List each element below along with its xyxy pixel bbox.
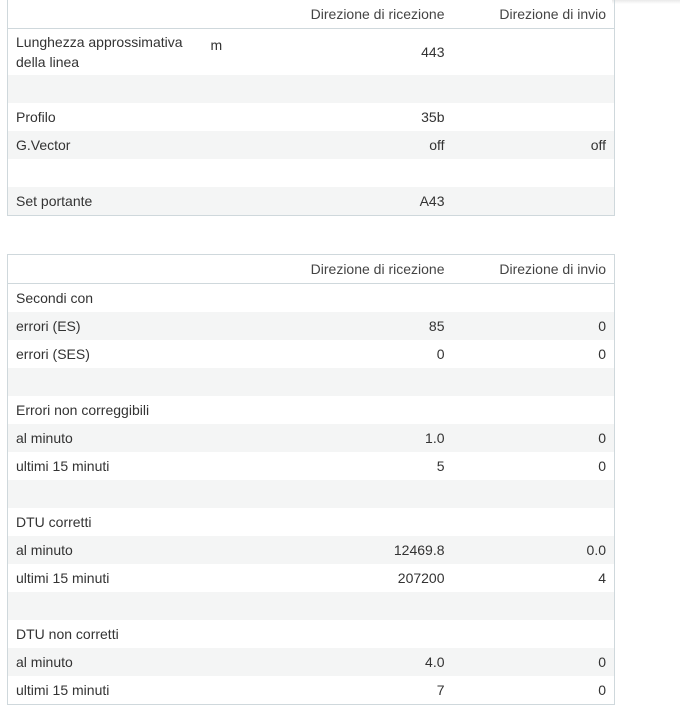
header-unit-cell	[203, 0, 263, 29]
table-row	[8, 564, 615, 592]
receive-value	[263, 592, 453, 620]
receive-value	[263, 159, 453, 187]
send-value: 0	[453, 424, 615, 452]
table-row	[8, 368, 615, 396]
receive-value: off	[263, 131, 453, 159]
table-row	[8, 131, 615, 159]
send-value: off	[453, 131, 615, 159]
receive-value: 443	[421, 44, 445, 60]
send-value	[453, 396, 615, 424]
row-unit: m	[210, 37, 223, 53]
table-row	[8, 648, 615, 676]
receive-value: 1.0	[263, 424, 453, 452]
receive-value	[263, 368, 453, 396]
table-row	[8, 508, 615, 536]
table-row	[8, 284, 615, 313]
receive-value: 85	[263, 312, 453, 340]
receive-value	[263, 508, 453, 536]
receive-value: A43	[263, 187, 453, 216]
send-value	[453, 29, 615, 76]
error-stats-table	[7, 254, 615, 705]
row-label	[8, 480, 263, 508]
receive-value: 207200	[397, 570, 445, 586]
send-value	[453, 480, 615, 508]
send-value: 0	[598, 682, 606, 698]
send-value	[453, 75, 615, 103]
table-row	[8, 75, 615, 103]
send-value	[453, 284, 615, 313]
receive-value	[263, 284, 453, 313]
row-label	[8, 75, 203, 103]
table-row	[8, 536, 615, 564]
row-label: al minuto	[8, 648, 263, 676]
send-value	[453, 103, 615, 131]
send-value	[453, 592, 615, 620]
table-row	[8, 452, 615, 480]
row-label: DTU corretti	[16, 514, 92, 530]
header-receive-direction: Direzione di ricezione	[263, 255, 453, 284]
table-row	[8, 592, 615, 620]
row-label: Profilo	[16, 109, 56, 125]
send-value	[453, 368, 615, 396]
receive-value: 7	[436, 682, 445, 698]
row-label	[8, 592, 263, 620]
table-row	[8, 480, 615, 508]
receive-value: 35b	[421, 109, 445, 125]
receive-value	[263, 396, 453, 424]
row-label: Errori non correggibili	[16, 402, 150, 418]
row-label: al minuto	[8, 424, 263, 452]
receive-value	[263, 620, 453, 648]
row-label: ultimi 15 minuti	[16, 682, 110, 698]
send-value: 0	[453, 648, 615, 676]
header-shadow	[612, 0, 680, 4]
send-value: 0	[453, 312, 615, 340]
receive-value: 5	[436, 458, 445, 474]
row-label: Lunghezza approssimativa della linea	[16, 34, 183, 70]
row-unit	[203, 131, 263, 159]
line-info-table	[7, 0, 615, 216]
table-row	[8, 187, 615, 216]
receive-value: 0	[436, 346, 445, 362]
header-send-direction: Direzione di invio	[453, 0, 615, 29]
receive-value	[263, 480, 453, 508]
row-label	[8, 368, 263, 396]
send-value	[453, 620, 615, 648]
table-header-row	[8, 255, 615, 284]
header-label-cell	[8, 255, 263, 284]
receive-value: 12469.8	[263, 536, 453, 564]
row-label: G.Vector	[8, 131, 203, 159]
table-row	[8, 103, 615, 131]
row-unit	[203, 159, 263, 187]
row-label: errori (SES)	[16, 346, 90, 362]
table-row	[8, 676, 615, 705]
send-value: 4	[598, 570, 606, 586]
table-row	[8, 312, 615, 340]
header-label-cell	[8, 0, 203, 29]
receive-value	[263, 75, 453, 103]
row-label	[8, 159, 203, 187]
receive-value: 4.0	[263, 648, 453, 676]
send-value	[453, 508, 615, 536]
table-row	[8, 424, 615, 452]
row-label: al minuto	[8, 536, 263, 564]
row-unit	[203, 75, 263, 103]
send-value	[453, 159, 615, 187]
row-label: Set portante	[8, 187, 203, 216]
table-row	[8, 29, 615, 76]
send-value: 0.0	[453, 536, 615, 564]
send-value: 0	[598, 346, 606, 362]
row-label: DTU non corretti	[16, 626, 119, 642]
row-label: ultimi 15 minuti	[16, 458, 110, 474]
send-value	[453, 187, 615, 216]
send-value: 0	[598, 458, 606, 474]
table-row	[8, 340, 615, 368]
row-label: ultimi 15 minuti	[16, 570, 110, 586]
row-unit	[203, 187, 263, 216]
header-receive-direction: Direzione di ricezione	[263, 0, 453, 29]
row-label: errori (ES)	[8, 312, 263, 340]
header-send-direction: Direzione di invio	[453, 255, 615, 284]
table-row	[8, 159, 615, 187]
table-header-row	[8, 0, 615, 29]
row-unit	[203, 103, 263, 131]
table-row	[8, 620, 615, 648]
row-label: Secondi con	[16, 290, 94, 306]
table-row	[8, 396, 615, 424]
